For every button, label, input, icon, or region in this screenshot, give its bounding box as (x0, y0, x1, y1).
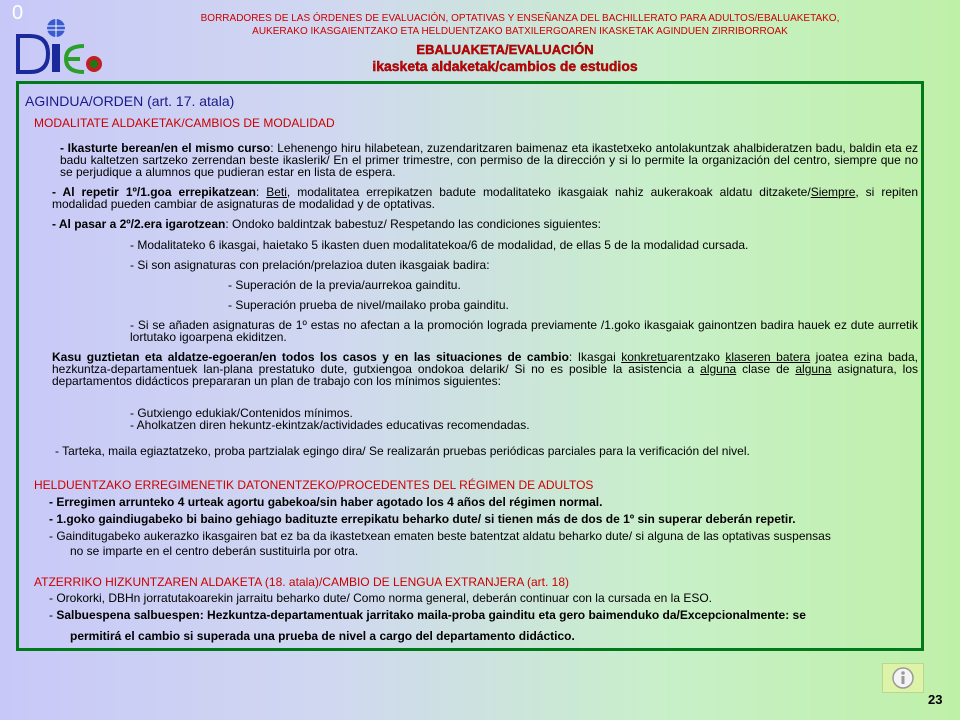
minimos-contenidos: - Gutxiengo edukiak/Contenidos mínimos. (130, 406, 353, 420)
paragraph-text: : (255, 185, 267, 199)
paragraph-lead: - Al pasar a 2º/2.era igarotzean (52, 217, 226, 231)
condition-previa: - Superación de la previa/aurrekoa gainditu. (228, 278, 461, 292)
info-button[interactable] (882, 663, 924, 693)
paragraph-repetir (52, 186, 918, 210)
underlined-word: alguna (795, 362, 832, 376)
banner-line-1: EBALUAKETA/EVALUACIÓN (416, 42, 594, 57)
lengua-line-3: permitirá el cambio si superada una prueba de nivel a cargo del departamento didáctico. (70, 629, 575, 643)
adultos-line-1: - Erregimen arrunteko 4 urteak agortu gabekoa/sin haber agotado los 4 años del régimen normal. (49, 495, 603, 509)
slide-number-corner: 0 (12, 2, 24, 24)
paragraph-lead: Salbuespena salbuespen: Hezkuntza-departamentuak jarritako maila-proba gainditu eta gero baimenduko da/Excepcionalmente: se (56, 608, 806, 622)
page-title: AGINDUA/ORDEN (art. 17. atala) (25, 93, 235, 109)
paragraph-text: joatea ezina bada, hezkuntza-departamentuek lan-plana prestatuko dute, gutxiengoa ondokoa delarik/ Si no es posible la asistencia a (52, 350, 918, 376)
section-heading-lengua: ATZERRIKO HIZKUNTZAREN ALDAKETA (18. atala)/CAMBIO DE LENGUA EXTRANJERA (art. 18) (34, 575, 570, 589)
underlined-word: Beti (266, 185, 287, 199)
paragraph-lead: Kasu guztietan eta aldatze-egoeran/en todos los casos y en las situaciones de cambio (52, 350, 569, 364)
paragraph-text: , si repiten modalidad pueden cambiar de asignaturas de modalidad y de optativas. (52, 185, 919, 211)
info-icon (891, 666, 915, 690)
adultos-line-3: - Gainditugabeko aukerazko ikasgairen bat ez ba da ikastetxean ematen beste batentzat aldatu beharko dute/ si alguna de las optativas suspensas (49, 529, 831, 543)
header-line-1: BORRADORES DE LAS ÓRDENES DE EVALUACIÓN, OPTATIVAS Y ENSEÑANZA DEL BACHILLERATO PARA ADULTOS/EBALUAKETAKO, (200, 13, 840, 24)
condition-modalidad: - Modalitateko 6 ikasgai, haietako 5 ikasten duen modalitatekoa/6 de modalidad, de ellas 5 de la modalidad cursada. (130, 238, 749, 252)
paragraph-text: , modalitatea errepikatzen badute modalitateko ikasgaiak nahiz aukerakoak aldatu ditzakete/ (286, 185, 811, 199)
underlined-word: klaseren batera (725, 350, 811, 364)
page-number: 23 (928, 692, 943, 707)
header-text (160, 12, 880, 38)
condition-asignaturas-1 (130, 319, 918, 343)
paragraph-tarteka: - Tarteka, maila egiaztatzeko, proba partzialak egingo dira/ Se realizarán pruebas periódicas parciales para la verificación del nivel. (55, 444, 750, 458)
header-line-2: AUKERAKO IKASGAIENTZAKO ETA HELDUENTZAKO BATXILERGOAREN IKASKETAK AGINDUEN ZIRRIBORROAK (252, 26, 788, 37)
paragraph-text: - (49, 608, 57, 622)
paragraph-text: : Ikasgai (568, 350, 622, 364)
lengua-line-1: - Orokorki, DBHn jorratutakoarekin jarraitu beharko dute/ Como norma general, deberán continuar con la cursada en la ESO. (49, 591, 713, 605)
minimos-actividades: - Aholkatzen diren hekuntz-ekintzak/actividades educativas recomendadas. (130, 418, 530, 432)
underlined-word: konkretu (621, 350, 668, 364)
paragraph-text: : Ondoko baldintzak babestuz/ Respetando las condiciones siguientes: (225, 217, 601, 231)
paragraph-mismo-curso (60, 142, 918, 178)
paragraph-kasu (52, 351, 918, 387)
adultos-line-2: - 1.goko gaindiugabeko bi baino gehiago badituzte errepikatu beharko dute/ si tienen más de dos de 1º sin superar deberán repetir. (49, 512, 796, 526)
paragraph-text: asignatura, los departamentos didácticos prepararan un plan de trabajo con los mínimos siguientes: (52, 362, 918, 388)
section-heading-adultos: HELDUENTZAKO ERREGIMENETIK DATONENTZEKO/PROCEDENTES DEL RÉGIMEN DE ADULTOS (34, 478, 594, 492)
section-banner (330, 42, 680, 76)
die-logo (14, 18, 104, 78)
paragraph-lead: - Al repetir 1º/1.goa errepikatzean (52, 185, 256, 199)
underlined-word: Siempre (810, 185, 856, 199)
paragraph-text: - Si se añaden asignaturas de 1º estas no afectan a la promoción lograda previamente /1.goko ikasgaiak gainontzen badira hauek ez dute aurretik lortutako igoarpena ekiditzen. (130, 318, 918, 344)
paragraph-pasar (52, 218, 601, 230)
banner-line-2: ikasketa aldaketak/cambios de estudios (372, 58, 638, 74)
lengua-line-2 (49, 609, 806, 621)
paragraph-text: arentzako (667, 350, 726, 364)
paragraph-text: : Lehenengo hiru hilabetean, zuzendaritzaren baimenaz eta ikastetxeko antolakuntzak ahalbideratzen badu, baldin eta ez badu kaltetzen sartzeko zerrendan beste ikaslerik/ En el primer trimestre, con permiso de la dirección y si lo permite la organización del centro, siempre que no se perjudique a alumnos que pudieran estar en lista de espera. (60, 141, 918, 179)
adultos-line-4: no se imparte en el centro deberán sustituirla por otra. (70, 544, 359, 558)
section-heading-modalidad: MODALITATE ALDAKETAK/CAMBIOS DE MODALIDAD (34, 116, 335, 130)
condition-prelacion: - Si son asignaturas con prelación/prelazioa duten ikasgaiak badira: (130, 258, 490, 272)
underlined-word: alguna (700, 362, 737, 376)
paragraph-text: clase de (736, 362, 796, 376)
condition-prueba-nivel: - Superación prueba de nivel/mailako proba gainditu. (228, 298, 509, 312)
paragraph-lead: - Ikasturte berean/en el mismo curso (60, 141, 271, 155)
